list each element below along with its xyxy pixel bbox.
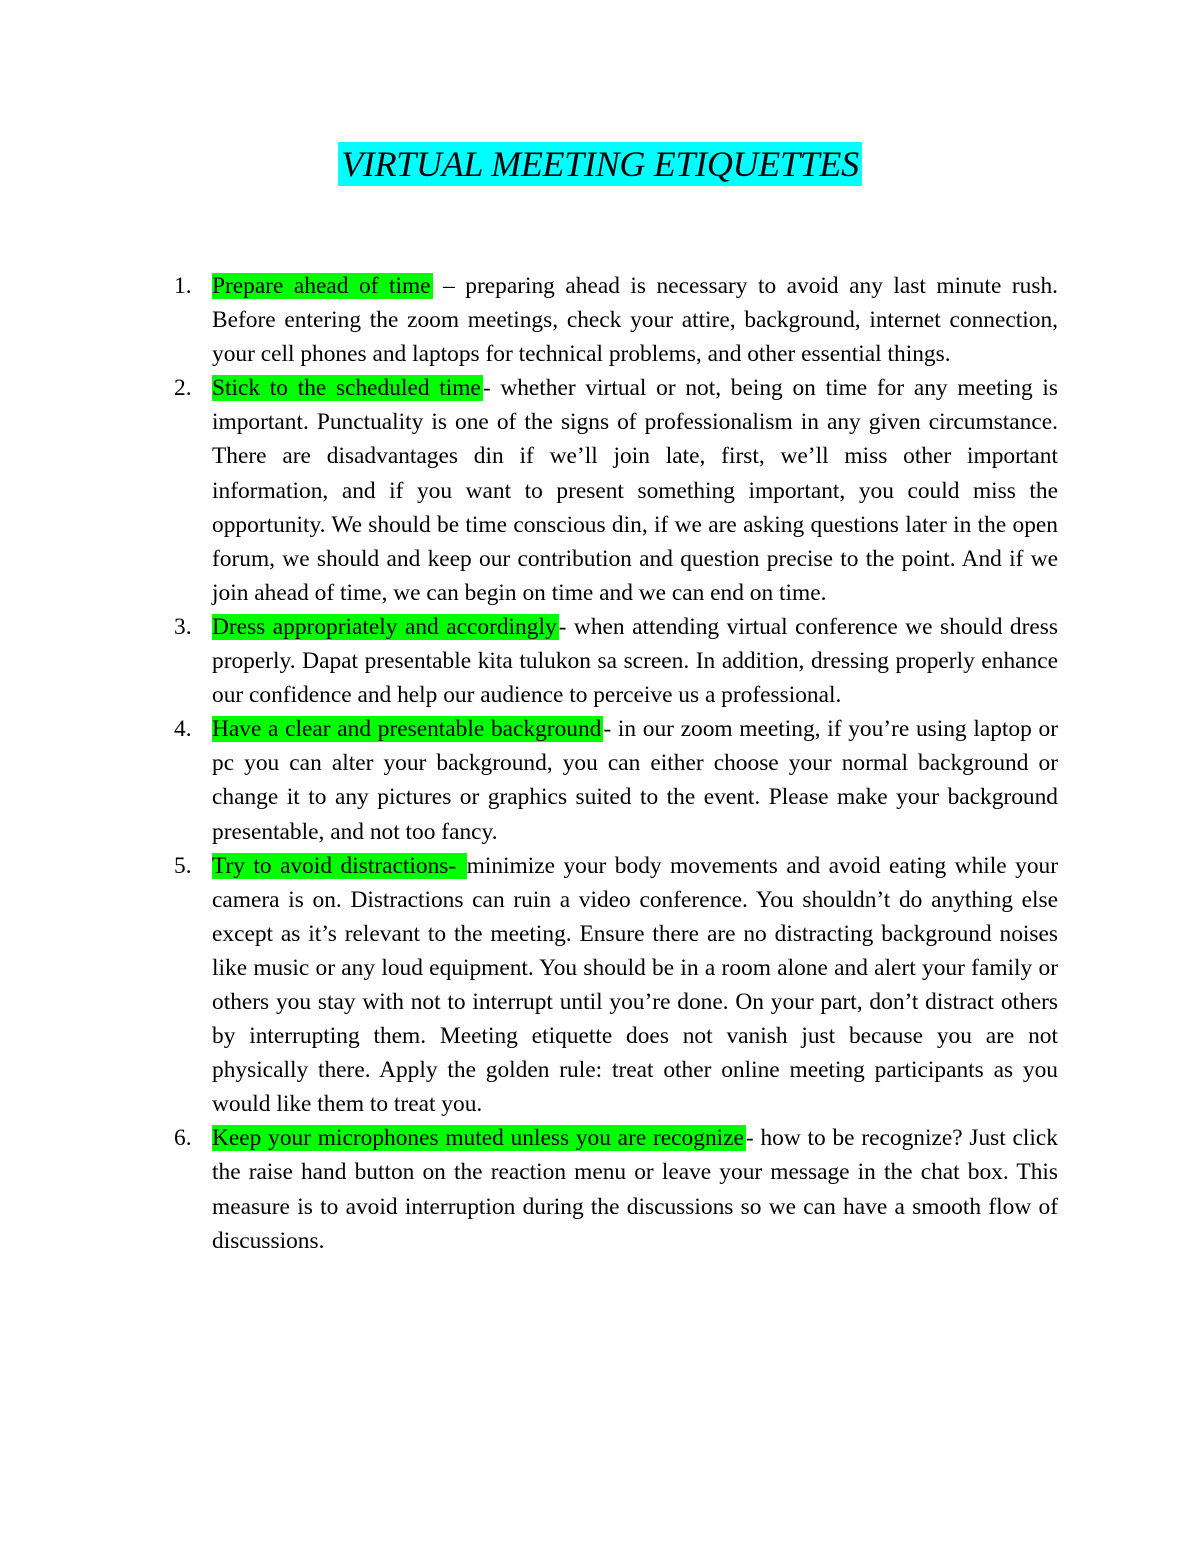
list-item bbox=[160, 610, 1058, 712]
item-number: 5. bbox=[174, 852, 192, 879]
item-number: 3. bbox=[174, 613, 192, 640]
page-title: VIRTUAL MEETING ETIQUETTES bbox=[338, 142, 862, 186]
item-heading: Dress appropriately and accordingly bbox=[212, 613, 557, 640]
item-number: 1. bbox=[174, 273, 192, 299]
title-row bbox=[0, 142, 1200, 186]
item-heading: Prepare ahead of time bbox=[212, 273, 431, 299]
item-body: - in our zoom meeting, if you’re using laptop or pc you can alter your background, you can either choose your normal background or change it to any pictures or graphics suited to the event. Please make your background presentable, and not too fancy. bbox=[212, 716, 1058, 845]
item-body: – preparing ahead is necessary to avoid any last minute rush. Before entering the zoom meetings, check your attire, background, internet connection, your cell phones and laptops for technical problems, and other essential things. bbox=[212, 273, 1058, 368]
list-item bbox=[160, 269, 1058, 371]
list-item bbox=[160, 712, 1058, 848]
item-number: 4. bbox=[174, 716, 192, 743]
list-item bbox=[160, 849, 1058, 1122]
item-body: - how to be recognize? Just click the raise hand button on the reaction menu or leave your message in the chat box. This measure is to avoid interruption during the discussions so we can have a smooth flow of discussions. bbox=[212, 1125, 1058, 1254]
item-body: - whether virtual or not, being on time for any meeting is important. Punctuality is one of the signs of professionalism in any given circumstance. There are disadvantages din if we’ll join late, first, we’ll miss other important information, and if you want to present something important, you could miss the opportunity. We should be time conscious din, if we are asking questions later in the open forum, we should and keep our contribution and question precise to the point. And if we join ahead of time, we can begin on time and we can end on time. bbox=[212, 375, 1058, 606]
list-item bbox=[160, 1121, 1058, 1257]
item-heading: Try to avoid distractions- bbox=[212, 852, 465, 879]
item-heading: Stick to the scheduled time bbox=[212, 375, 481, 402]
item-number: 2. bbox=[174, 375, 192, 402]
item-body: minimize your body movements and avoid eating while your camera is on. Distractions can ruin a video conference. You shouldn’t do anything else except as it’s relevant to the meeting. Ensure there are no distracting background noises like music or any loud equipment. You should be in a room alone and alert your family or others you stay with not to interrupt until you’re done. On your part, don’t distract others by interrupting them. Meeting etiquette does not vanish just because you are not physically there. Apply the golden rule: treat other online meeting participants as you would like them to treat you. bbox=[212, 852, 1058, 1118]
item-heading: Have a clear and presentable background bbox=[212, 716, 602, 743]
list-item bbox=[160, 371, 1058, 610]
item-heading: Keep your microphones muted unless you are recognize bbox=[212, 1125, 744, 1152]
etiquette-list bbox=[160, 269, 1058, 1258]
item-body: - when attending virtual conference we should dress properly. Dapat presentable kita tulukon sa screen. In addition, dressing properly enhance our confidence and help our audience to perceive us a professional. bbox=[212, 613, 1058, 709]
item-number: 6. bbox=[174, 1125, 192, 1152]
